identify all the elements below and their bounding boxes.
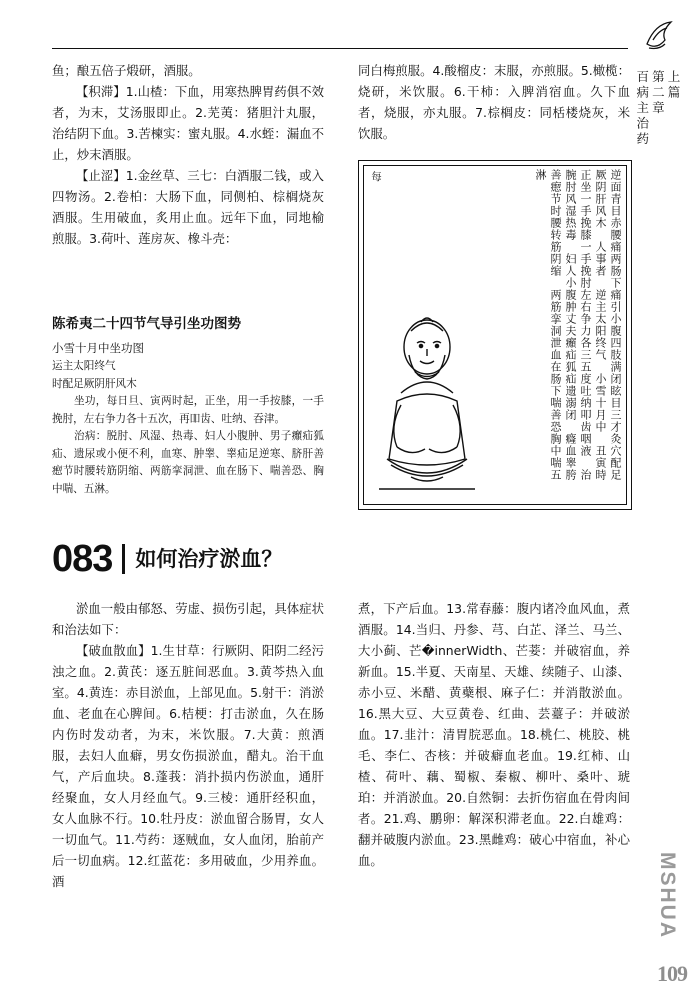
qigong-line: 时配足厥阴肝风木 xyxy=(52,377,137,390)
header-group-0: 上篇 xyxy=(666,70,681,101)
running-header-vertical xyxy=(634,70,681,162)
illustration-caption: 每 xyxy=(370,171,382,182)
upper-left-column xyxy=(52,60,324,249)
page-number: 109 xyxy=(657,961,687,986)
qigong-line: 运主太阳终气 xyxy=(52,360,116,372)
qigong-line: 治病：脱肘、风湿、热毒、妇人小腹肿、男子㿗疝狐疝、遗尿或小便不利，血寒、肿睾、睾疝足逆寒、脐肝善瘛节时腰转筋阴缩、两筋挛洞泄、血在肠下、喘善恐、胸中喘、五淋。 xyxy=(52,430,324,495)
qigong-line: 坐功，每日旦、寅两时起，正坐，用一手按膝，一手挽肘，左右争力各十五次，再吅齿、吐纳、吞津。 xyxy=(52,395,324,425)
lower-left-column xyxy=(52,598,324,892)
page-edge-strip xyxy=(633,0,693,1001)
paragraph: 煮，下产后血。13.常春藤：腹内诸冷血风血，煮酒服。14.当归、丹参、芎、白芷、泽兰、马兰、大小蓟、芒�innerWidth、芒菨：并破宿血，养新血。15.半夏、天南星、天雄、续随子、山漆、赤小豆、米醋、黄蘗根、麻子仁：并消散淤血。16.黑大豆、大豆黄卷、红曲、芸薹子：并破淤血。17.韭汁：清胃脘恶血。18.桃仁、桃胶、桃毛、李仁、杏核：并破癖血老血。19.红柿、山楂、荷叶、藕、蜀椒、秦椒、柳叶、桑叶、琥珀：并消淤血。20.自然铜：去折伤宿血在骨肉间者。21.鸡、鹏卵：解深积滞老血。22.白雄鸡：翻并破腹内淤血。23.黑雌鸡：破心中宿血，补心血。 xyxy=(358,601,630,868)
section-number: 083 xyxy=(52,538,113,580)
qigong-heading: 陈希夷二十四节气导引坐功图势 xyxy=(52,316,241,332)
illustration-vertical-text: 逆面青目赤腰痛两肠下痛引小腹四肢满闭眩目三才灸穴配足厥阴肝风木 人事者 逆主太阳终气 小雪十月中 丑寅時正坐一手挽膝一手挽肘左右争力各三五度吐纳叩齿咽液 治腕肘风湿热毒 妇人小腹肿丈夫㿗疝狐疝遗溺闭 癃血睾胯善瘛节时腰转筋阴缩 两筋挛洞泄血在肠下喘善恐胸中喘五淋 xyxy=(534,169,622,481)
paragraph: 鱼；酿五倍子煅研，酒服。 xyxy=(52,63,201,78)
qigong-body xyxy=(52,358,324,498)
section-heading xyxy=(52,540,630,578)
upper-right-column xyxy=(358,60,630,144)
paragraph: 同白梅煎服。4.酸榴皮：末服，亦煎服。5.橄榄：烧研，米饮服。6.干柿：入脾消宿血。久下血者，烧服，亦丸服。7.棕榈皮：同栝楼烧灰，米饮服。 xyxy=(358,63,630,141)
section-title: 如何治疗淤血？ xyxy=(135,546,283,571)
seated-figure-icon xyxy=(371,309,483,499)
illustration-panel xyxy=(358,160,632,510)
paragraph: 【破血散血】1.生甘草：行厥阴、阳阴二经污浊之血。2.黄芪：逐五脏间恶血。3.黄芩热入血室。4.黄连：赤目淤血，上部见血。5.射干：消淤血、老血在心脾间。6.桔梗：打击淤血，久在肠内伤时发动者，为末，米饮服。7.大黄：煎酒服，去妇人血癖，男女伤损淤血，醋丸。治干血气，产后血块。8.蓬莪：消扑损内伤淤血，通肝经聚血，女人月经血气。9.三棱：通肝经积血，女人血脉不行。10.牡丹皮：淤血留合肠胃，女人一切血气。11.芍药：逐贼血，女人血闭，胎前产后一切血病。12.红蓝花：多用破血，少用养血。酒 xyxy=(52,643,324,889)
top-rule xyxy=(52,48,628,49)
lower-right-column xyxy=(358,598,630,871)
watermark-text: MSHUA xyxy=(656,852,679,939)
qigong-subheading: 小雪十月中坐功图 xyxy=(52,341,144,355)
header-group-1: 第二章 xyxy=(650,70,666,117)
ornament-icon xyxy=(643,18,677,52)
section-divider xyxy=(122,544,125,574)
paragraph: 淤血一般由郁怒、劳虚、损伤引起，具体症状和治法如下： xyxy=(52,601,324,637)
header-group-2: 百病主治药 xyxy=(634,70,650,148)
paragraph: 【止涩】1.金丝草、三七：白酒服二钱，或入四物汤。2.卷柏：大肠下血，同侧柏、棕榈烧灰酒服。生用破血，炙用止血。远年下血，同地榆煎服。3.荷叶、莲房灰、橡斗壳： xyxy=(52,168,324,246)
paragraph: 【积滞】1.山楂：下血，用寒热脾胃药俱不效者，为末，艾汤服即止。2.芜荑：猪胆汁丸服，治结阴下血。3.苦楝实：蜜丸服。4.水蛭：漏血不止，炒末酒服。 xyxy=(52,84,324,162)
